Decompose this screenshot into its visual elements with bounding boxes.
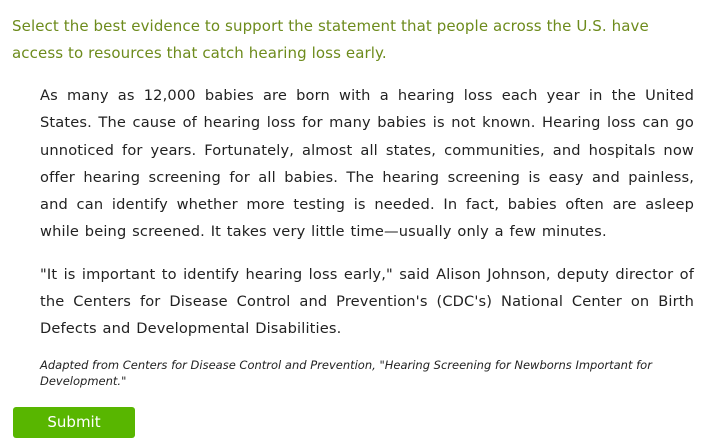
- passage-paragraph: "It is important to identify hearing loss early," said Alison Johnson, deputy director of the Centers for Disease Control and Prevention's (CDC's) National Center on Birth Defects and Developmental Disabilities.: [40, 265, 694, 338]
- submit-button[interactable]: Submit: [13, 407, 135, 438]
- reading-passage: [40, 82, 694, 343]
- source-citation: Adapted from Centers for Disease Control and Prevention, "Hearing Screening for Newborns Important for Development.": [40, 358, 652, 388]
- passage-paragraph: As many as 12,000 babies are born with a hearing loss each year in the United States. The cause of hearing loss for many babies is not known. Hearing loss can go unnoticed for years. Fortunately, almost all states, communities, and hospitals now offer hearing screening for all babies. The hearing screening is easy and painless, and can identify whether more testing is needed. In fact, babies often are asleep while being screened. It takes very little time—usually only a few minutes.: [40, 87, 694, 241]
- question-prompt: Select the best evidence to support the statement that people across the U.S. have access to resources that catch hearing loss early.: [12, 17, 649, 62]
